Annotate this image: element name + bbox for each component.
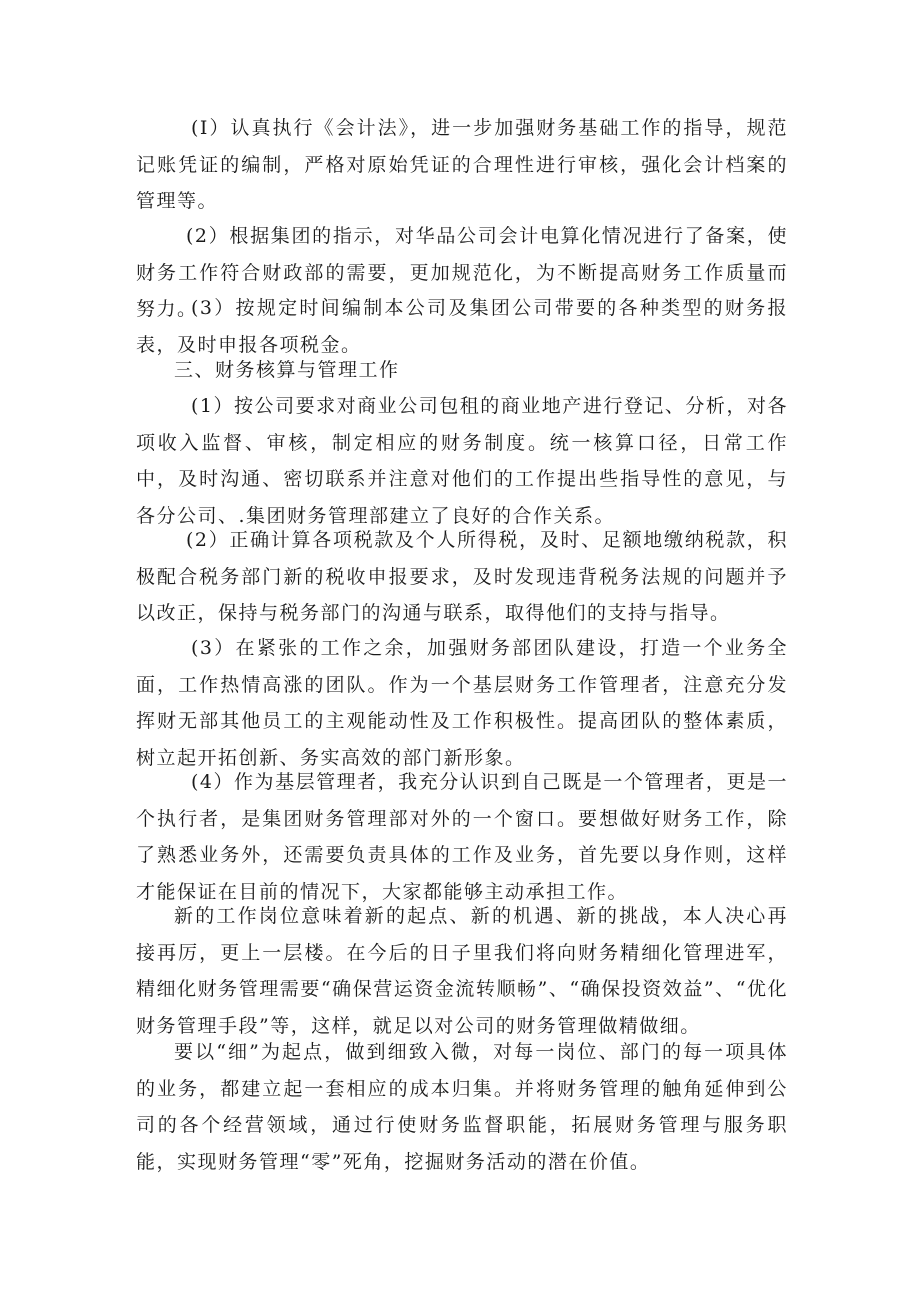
section-heading: 三、财务核算与管理工作 xyxy=(174,359,400,381)
paragraph-new-position: 新的工作岗位意味着新的起点、新的机遇、新的挑战，本人决心再接再厉，更上一层楼。在今后的日子里我们将向财务精细化管理进军，精细化财务管理需要“确保营运资金流转顺畅”、“确保投资效益”、“优化财务管理手段”等，这样，就足以对公司的财务管理做精做细。 xyxy=(136,905,788,1037)
paragraph-commercial-property: (1）按公司要求对商业公司包租的商业地产进行登记、分析，对各项收入监督、审核，制定相应的财务制度。统一核算口径，日常工作中，及时沟通、密切联系并注意对他们的工作提出些指导性的意见，与各分公司、.集团财务管理部建立了良好的合作关系。 xyxy=(136,395,788,527)
paragraph-team-building: (3）在紧张的工作之余，加强财务部团队建设，打造一个业务全面，工作热情高涨的团队。作为一个基层财务工作管理者，注意充分发挥财无部其他员工的主观能动性及工作积极性。提高团队的整体素质，树立起开拓创新、务实高效的部门新形象。 xyxy=(136,637,788,769)
paragraph-fine-management: 要以“细”为起点，做到细致入微，对每一岗位、部门的每一项具体的业务，都建立起一套相应的成本归集。并将财务管理的触角延伸到公司的各个经营领域，通过行使财务监督职能，拓展财务管理与服务职能，实现财务管理“零”死角，挖掘财务活动的潜在价值。 xyxy=(136,1041,788,1173)
paragraph-grassroots-manager: (4）作为基层管理者，我充分认识到自己既是一个管理者，更是一个执行者，是集团财务管理部对外的一个窗口。要想做好财务工作，除了熟悉业务外，还需要负责具体的工作及业务，首先要以身作则，这样才能保证在目前的情况下，大家都能够主动承担工作。 xyxy=(136,771,788,903)
paragraph-accounting-law: (I）认真执行《会计法》，进一步加强财务基础工作的指导，规范记账凭证的编制，严格对原始凭证的合理性进行审核，强化会计档案的管理等。 xyxy=(136,117,788,212)
paragraph-tax-calculation: (2）正确计算各项税款及个人所得税，及时、足额地缴纳税款，积极配合税务部门新的税收申报要求，及时发现违背税务法规的问题并予以改正，保持与税务部门的沟通与联系，取得他们的支持与指导。 xyxy=(136,529,788,624)
paragraph-computerized-accounting: (2）根据集团的指示，对华品公司会计电算化情况进行了备案，使财务工作符合财政部的需要，更加规范化，为不断提高财务工作质量而努力。 xyxy=(136,225,788,320)
paragraph-financial-reports: (3）按规定时间编制本公司及集团公司带要的各种类型的财务报表，及时申报各项税金。 xyxy=(136,297,788,356)
